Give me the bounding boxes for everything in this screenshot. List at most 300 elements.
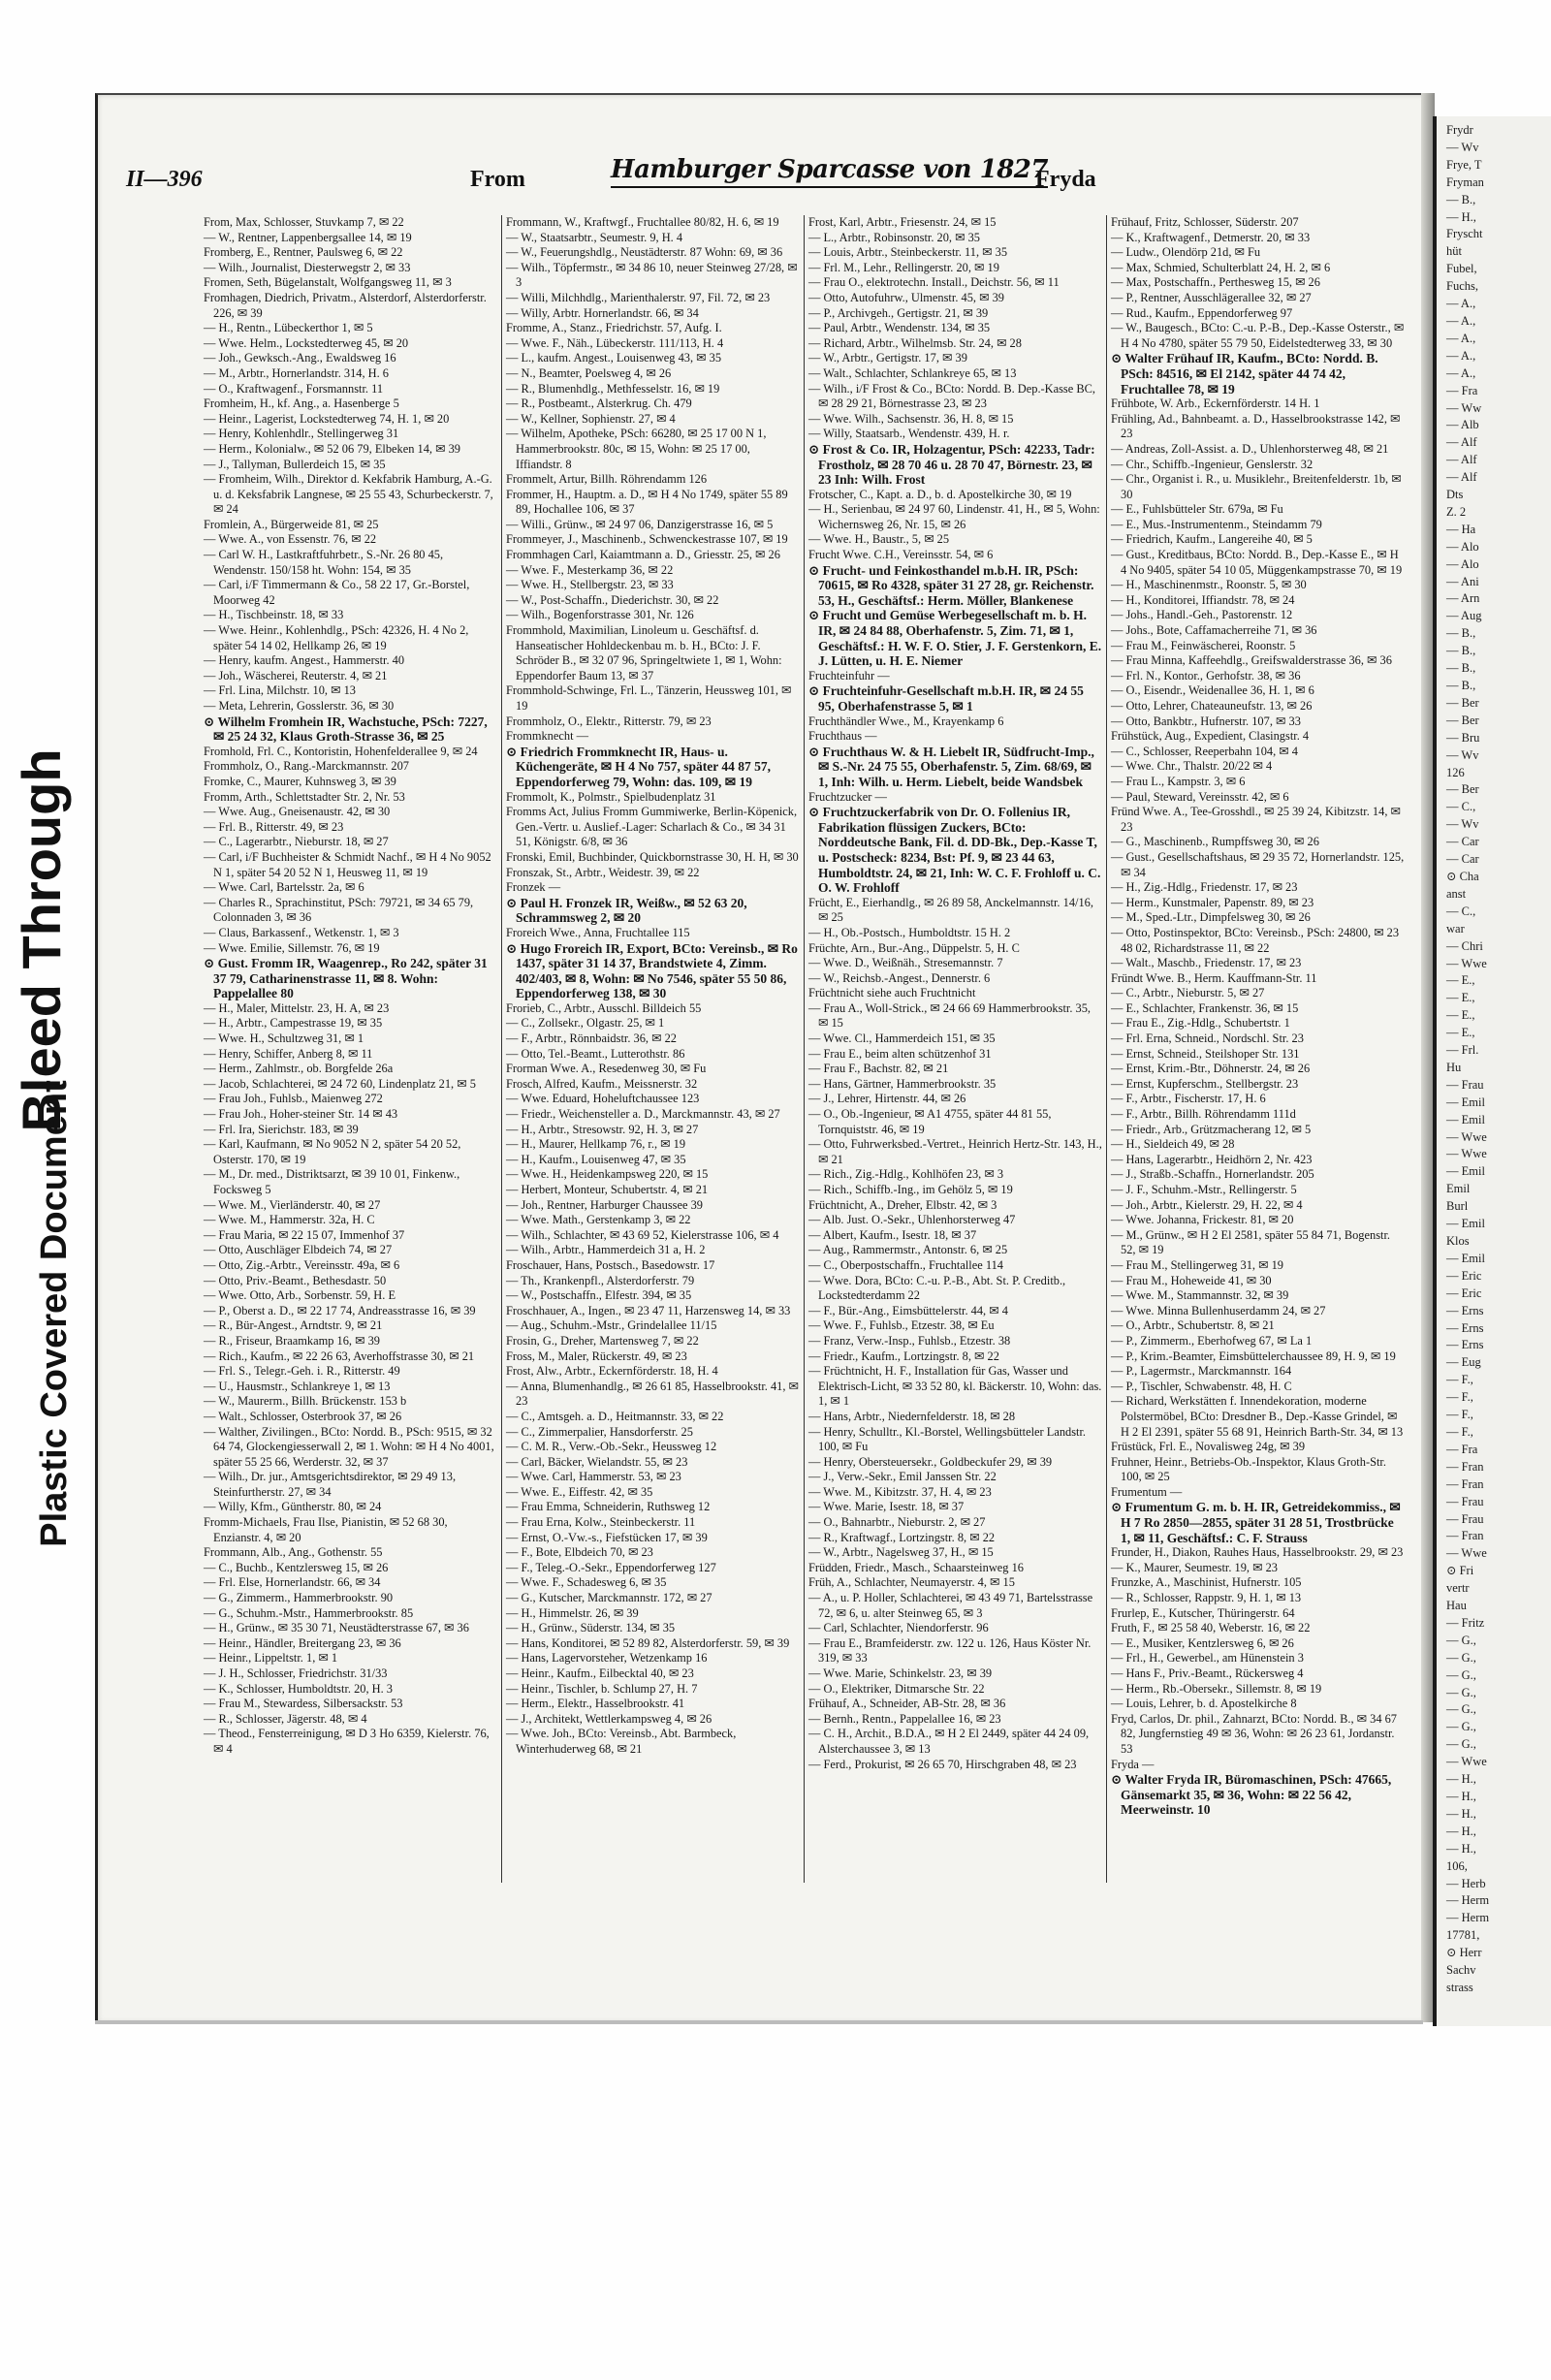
next-page-fragment: Klos [1446, 1234, 1470, 1248]
directory-entry: — Carl, Bäcker, Wielandstr. 55, ✉ 23 [506, 1454, 688, 1469]
directory-entry: — Otto, Zig.-Arbtr., Vereinsstr. 49a, ✉ 6 [204, 1257, 400, 1272]
directory-entry: — Frau M., Stewardess, Silbersackstr. 53 [204, 1697, 403, 1711]
directory-entry: — Frau A., Woll-Strick., ✉ 24 66 69 Hammerbrookstr. 35, ✉ 15 [808, 1000, 1092, 1031]
directory-entry: — Bernh., Rentn., Pappelallee 16, ✉ 23 [808, 1711, 1001, 1726]
next-page-fragment: — Bru [1446, 730, 1480, 745]
directory-entry: — Joh., Arbtr., Kielerstr. 29, H. 22, ✉ 4 [1111, 1197, 1303, 1212]
next-page-fragment: — Wwe [1446, 1755, 1487, 1769]
directory-entry: — Wilh., Schlachter, ✉ 43 69 52, Kielerstrasse 106, ✉ 4 [506, 1227, 779, 1242]
directory-entry: Frommolt, K., Polmstr., Spielbudenplatz 31 [506, 789, 716, 804]
next-page-fragment: ⊙ Cha [1446, 869, 1479, 883]
directory-entry: Frühauf, A., Schneider, AB-Str. 28, ✉ 36 [808, 1697, 1006, 1711]
directory-entry: — E., Schlachter, Frankenstr. 36, ✉ 15 [1111, 1000, 1299, 1015]
directory-entry: — O., Kraftwagenf., Forsmannstr. 11 [204, 381, 384, 396]
directory-entry: — H., Sieldeich 49, ✉ 28 [1111, 1137, 1235, 1152]
directory-entry: ⊙ Frucht und Gemüse Werbegesellschaft m. b. H. IR, ✉ 24 84 88, Oberhafenstr. 5, Zim. 71, ✉ 1, Geschäftsf.: H. W. F. O. Stier, J. F. Gerstenkorn, E. J. Lütten, u. H. E. Niemer [808, 608, 1102, 669]
next-page-fragment: — C., [1446, 800, 1476, 814]
directory-column-4 [1107, 215, 1409, 1883]
directory-entry: — Frau M., Stellingerweg 31, ✉ 19 [1111, 1257, 1283, 1272]
directory-entry: — H., Kaufm., Louisenweg 47, ✉ 35 [506, 1152, 686, 1166]
directory-entry: — Wwe. H., Schultzweg 31, ✉ 1 [204, 1031, 364, 1046]
directory-entry: — Wilh., i/F Frost & Co., BCto: Nordd. B. Dep.-Kasse BC, ✉ 28 29 21, Börnestrasse 23, ✉ 23 [808, 381, 1095, 411]
next-page-fragment: — G., [1446, 1667, 1476, 1682]
next-page-fragment: — E., [1446, 991, 1475, 1005]
directory-entry: ⊙ Frumentum G. m. b. H. IR, Getreidekommiss., ✉ H 7 Ro 2850—2855, später 31 28 51, Trostbrücke 1, ✉ 11, Geschäftsf.: C. F. Strauss [1111, 1500, 1401, 1545]
next-page-fragment: — Fritz [1446, 1615, 1485, 1630]
next-page-fragment: hüt [1446, 244, 1462, 259]
directory-entry: — Herm., Kunstmaler, Papenstr. 89, ✉ 23 [1111, 895, 1314, 909]
directory-column-1 [200, 215, 502, 1883]
directory-entry: — P., Lagermstr., Marckmannstr. 164 [1111, 1364, 1292, 1379]
directory-entry: — H., Konditorei, Iffiandstr. 78, ✉ 24 [1111, 592, 1295, 607]
next-page-fragment: — Emil [1446, 1164, 1485, 1179]
next-page-fragment: — G., [1446, 1702, 1476, 1717]
directory-entry: — C. M. R., Verw.-Ob.-Sekr., Heussweg 12 [506, 1440, 717, 1454]
directory-entry: — Wilh., Dr. jur., Amtsgerichtsdirektor, ✉ 29 49 13, Steinfurtherstr. 27, ✉ 34 [204, 1470, 457, 1499]
directory-entry: — P., Krim.-Beamter, Eimsbüttelerchaussee 89, H. 9, ✉ 19 [1111, 1349, 1396, 1363]
directory-entry: — Heinr., Kaufm., Eilbecktal 40, ✉ 23 [506, 1666, 694, 1680]
directory-entry: — Wwe. F., Schadesweg 6, ✉ 35 [506, 1575, 667, 1590]
directory-entry: Fromhagen, Diedrich, Privatm., Alsterdorf, Alsterdorferstr. 226, ✉ 39 [204, 290, 487, 320]
directory-entry: ⊙ Walter Fryda IR, Büromaschinen, PSch: 47665, Gänsemarkt 35, ✉ 36, Wohn: ✉ 22 56 42, Meerweinstr. 10 [1111, 1772, 1392, 1818]
directory-entry: — Frau E., beim alten schützenhof 31 [808, 1046, 992, 1061]
directory-entry: — Henry, Obersteuersekr., Goldbeckufer 29, ✉ 39 [808, 1454, 1053, 1469]
directory-entry: — Carl, i/F Buchheister & Schmidt Nachf., ✉ H 4 No 9052 N 1, später 54 20 52 N 1, Heusweg 11, ✉ 19 [204, 849, 491, 879]
directory-entry: Früdden, Friedr., Masch., Schaarsteinweg 16 [808, 1560, 1024, 1574]
directory-entry: — Friedr., Weichensteller a. D., Marckmannstr. 43, ✉ 27 [506, 1107, 780, 1122]
directory-entry: — Wwe. E., Eiffestr. 42, ✉ 35 [506, 1484, 653, 1499]
directory-entry: — Wwe. M., Stammannstr. 32, ✉ 39 [1111, 1288, 1289, 1303]
directory-entry: — Carl, i/F Timmermann & Co., 58 22 17, Gr.-Borstel, Moorweg 42 [204, 578, 470, 607]
next-page-fragment: — E., [1446, 1026, 1475, 1040]
directory-entry: Fromheim, H., kf. Ang., a. Hasenberge 5 [204, 397, 399, 411]
next-page-fragment: Hau [1446, 1599, 1467, 1613]
directory-entry: ⊙ Frost & Co. IR, Holzagentur, PSch: 42233, Tadr: Frostholz, ✉ 28 70 46 u. 28 70 47, Börnestr. 23, ✉ 23 Inh: Wilh. Frost [808, 441, 1095, 488]
directory-entry: — C., Zimmerpalier, Hansdorferstr. 25 [506, 1424, 693, 1439]
next-page-fragment: Sachv [1446, 1963, 1476, 1978]
next-page-fragment: — H., [1446, 1806, 1476, 1821]
directory-entry: — Ludw., Olendörp 21d, ✉ Fu [1111, 245, 1261, 260]
next-page-fragment: — Aug [1446, 609, 1482, 623]
next-page-fragment: Z. 2 [1446, 504, 1467, 519]
directory-entry: — H., Arbtr., Campestrasse 19, ✉ 35 [204, 1016, 383, 1031]
directory-entry: Früchte, Arn., Bur.-Ang., Düppelstr. 5, H. C [808, 940, 1020, 955]
directory-entry: — Wwe. Joh., BCto: Vereinsb., Abt. Barmbeck, Winterhuderweg 68, ✉ 21 [506, 1727, 737, 1756]
next-page-fragment: — B., [1446, 661, 1476, 676]
directory-entry: — Frl. Else, Hornerlandstr. 66, ✉ 34 [204, 1575, 381, 1590]
next-page-fragment: — F., [1446, 1408, 1473, 1422]
directory-entry: Frost, Karl, Arbtr., Friesenstr. 24, ✉ 15 [808, 215, 997, 229]
directory-entry: — Otto, Tel.-Beamt., Lutterothstr. 86 [506, 1046, 685, 1061]
directory-entry: — Meta, Lehrerin, Gosslerstr. 36, ✉ 30 [204, 699, 395, 713]
directory-entry: — Wwe. Carl, Hammerstr. 53, ✉ 23 [506, 1470, 681, 1484]
directory-entry: Fromm-Michaels, Frau Ilse, Pianistin, ✉ 52 68 30, Enzianstr. 4, ✉ 20 [204, 1515, 448, 1544]
directory-entry: Fromke, C., Maurer, Kuhnsweg 3, ✉ 39 [204, 774, 396, 788]
directory-entry: Fruchteinfuhr — [808, 668, 890, 682]
directory-entry: — H., Grünw., ✉ 35 30 71, Neustädterstrasse 67, ✉ 36 [204, 1621, 469, 1635]
directory-entry: — L., kaufm. Angest., Louisenweg 43, ✉ 35 [506, 351, 722, 365]
directory-entry: — Ernst, Schneid., Steilshoper Str. 131 [1111, 1046, 1300, 1061]
directory-entry: — Frl. Erna, Schneid., Nordschl. Str. 23 [1111, 1031, 1304, 1046]
next-page-fragment: Burl [1446, 1199, 1469, 1214]
directory-entry: Frommhold-Schwinge, Frl. L., Tänzerin, Heussweg 101, ✉ 19 [506, 683, 792, 713]
directory-entry: — C., Amtsgeh. a. D., Heitmannstr. 33, ✉ 22 [506, 1409, 724, 1423]
next-page-fragment: Fuchs, [1446, 279, 1478, 294]
next-page-fragment: — Herm [1446, 1893, 1490, 1908]
directory-columns [200, 215, 1411, 1883]
directory-entry: — Joh., Gewksch.-Ang., Ewaldsweg 16 [204, 351, 396, 365]
directory-entry: — Willi, Milchhdlg., Marienthalerstr. 97, Fil. 72, ✉ 23 [506, 290, 771, 304]
directory-entry: — Heinr., Tischler, b. Schlump 27, H. 7 [506, 1681, 698, 1696]
directory-entry: — W., Arbtr., Gertigstr. 17, ✉ 39 [808, 351, 967, 365]
directory-entry: Frommann, Alb., Ang., Gothenstr. 55 [204, 1545, 383, 1560]
directory-entry: — Max, Schmied, Schulterblatt 24, H. 2, ✉ 6 [1111, 260, 1331, 274]
directory-entry: — Carl, Schlachter, Niendorferstr. 96 [808, 1621, 989, 1635]
next-page-fragment: — Frau [1446, 1511, 1484, 1526]
directory-entry: ⊙ Paul H. Fronzek IR, Weißw., ✉ 52 63 20, Schrammsweg 2, ✉ 20 [506, 895, 747, 926]
directory-entry: Früchtnicht siehe auch Fruchtnicht [808, 986, 976, 1000]
directory-entry: — F., Teleg.-O.-Sekr., Eppendorferweg 127 [506, 1560, 716, 1574]
next-page-fragment: vertr [1446, 1581, 1470, 1596]
directory-column-2 [502, 215, 805, 1883]
next-page-fragment: — H., [1446, 209, 1476, 224]
directory-entry: — Wwe. Chr., Thalstr. 20/22 ✉ 4 [1111, 759, 1273, 774]
header-last-word: Fryda [1035, 167, 1096, 192]
directory-entry: Frucht Wwe. C.H., Vereinsstr. 54, ✉ 6 [808, 548, 994, 562]
directory-entry: — Frau O., elektrotechn. Install., Deichstr. 56, ✉ 11 [808, 275, 1060, 290]
directory-entry: Fruchthändler Wwe., M., Krayenkamp 6 [808, 714, 1004, 728]
directory-entry: — W., Arbtr., Nagelsweg 37, H., ✉ 15 [808, 1545, 994, 1560]
directory-entry: — Otto, Bankbtr., Hufnerstr. 107, ✉ 33 [1111, 714, 1301, 728]
next-page-fragment: — C., [1446, 904, 1476, 918]
directory-entry: Fryd, Carlos, Dr. phil., Zahnarzt, BCto: Nordd. B., ✉ 34 67 82, Jungfernstieg 49 ✉ 36, Wohn: ✉ 26 23 61, Jordanstr. 53 [1111, 1711, 1398, 1756]
directory-entry: Froreich Wwe., Anna, Fruchtallee 115 [506, 925, 690, 939]
directory-entry: — O., Ob.-Ingenieur, ✉ A1 4755, später 44 81 55, Tornquiststr. 46, ✉ 19 [808, 1107, 1052, 1136]
next-page-fragment: ⊙ Fri [1446, 1564, 1474, 1578]
directory-entry: — W., Postschaffn., Elfestr. 394, ✉ 35 [506, 1288, 692, 1303]
directory-entry: Frorman Wwe. A., Resedenweg 30, ✉ Fu [506, 1062, 707, 1076]
next-page-fragment: Frye, T [1446, 157, 1482, 172]
directory-entry: — Richard, Arbtr., Wilhelmsb. Str. 24, ✉ 28 [808, 335, 1022, 350]
directory-entry: — Heinr., Lagerist, Lockstedterweg 74, H. 1, ✉ 20 [204, 411, 450, 426]
next-page-fragment: — G., [1446, 1685, 1476, 1699]
directory-column-3 [805, 215, 1107, 1883]
next-page-fragment: — Ani [1446, 574, 1479, 588]
directory-entry: — Heinr., Händler, Breitergang 23, ✉ 36 [204, 1635, 401, 1650]
directory-entry: — Herm., Kolonialw., ✉ 52 06 79, Elbeken 14, ✉ 39 [204, 441, 460, 456]
directory-entry: — W., Maurerm., Billh. Brückenstr. 153 b [204, 1394, 407, 1409]
next-page-fragment: — A., [1446, 331, 1476, 345]
directory-entry: — H., Ob.-Postsch., Humboldtstr. 15 H. 2 [808, 925, 1011, 939]
next-page-fragment: — H., [1446, 1824, 1476, 1838]
directory-entry: — Wwe. Helm., Lockstedterweg 45, ✉ 20 [204, 335, 409, 350]
directory-entry: — Richard, Werkstätten f. Innendekoration, moderne Polstermöbel, BCto: Dresdner B., Dep.-Kasse Grindel, ✉ H 2 El 2391, später 55 68 91, Heinrich Barth-Str. 34, ✉ 13 [1111, 1394, 1404, 1439]
next-page-fragment: — Alf [1446, 435, 1477, 450]
directory-entry: — P., Archivgeh., Gertigstr. 21, ✉ 39 [808, 305, 989, 320]
directory-entry: Fruth, F., ✉ 25 58 40, Weberstr. 16, ✉ 22 [1111, 1621, 1311, 1635]
next-page-fragment: — E., [1446, 1008, 1475, 1023]
next-page-fragment: — B., [1446, 192, 1476, 206]
directory-entry: Fromm, Arth., Schlettstadter Str. 2, Nr. 53 [204, 789, 405, 804]
next-page-fragment: — Frl. [1446, 1043, 1479, 1058]
directory-entry: — J., Verw.-Sekr., Emil Janssen Str. 22 [808, 1470, 997, 1484]
directory-entry: Frühstück, Aug., Expedient, Clasingstr. 4 [1111, 729, 1310, 744]
directory-entry: Fronzek — [506, 880, 561, 895]
directory-entry: — C., Oberpostschaffn., Fruchtallee 114 [808, 1257, 1003, 1272]
directory-entry: Frommholz, O., Elektr., Ritterstr. 79, ✉ 23 [506, 714, 712, 728]
directory-entry: — Otto, Auschläger Elbdeich 74, ✉ 27 [204, 1243, 393, 1257]
directory-entry: — R., Bür-Angest., Arndtstr. 9, ✉ 21 [204, 1318, 383, 1333]
directory-entry: — Wwe. Carl, Bartelsstr. 2a, ✉ 6 [204, 880, 364, 895]
directory-entry: Fronszak, St., Arbtr., Weidestr. 39, ✉ 22 [506, 865, 700, 879]
directory-entry: — Hans, Lagerarbtr., Heidhörn 2, Nr. 423 [1111, 1152, 1313, 1166]
next-page-fragment: — Fran [1446, 1476, 1484, 1491]
directory-entry: Fromms Act, Julius Fromm Gummiwerke, Berlin-Köpenick, Gen.-Vertr. u. Auslief.-Lager: Scharlach & Co., ✉ 34 31 51, Königstr. 6/8, ✉ 36 [506, 805, 798, 849]
directory-entry: Frotscher, C., Kapt. a. D., b. d. Apostelkirche 30, ✉ 19 [808, 487, 1072, 501]
directory-entry: — J., Tallyman, Bullerdeich 15, ✉ 35 [204, 457, 386, 471]
directory-entry: — Friedr., Kaufm., Lortzingstr. 8, ✉ 22 [808, 1349, 999, 1363]
directory-entry: From, Max, Schlosser, Stuvkamp 7, ✉ 22 [204, 215, 404, 229]
next-page-fragment: — G., [1446, 1633, 1476, 1647]
directory-entry: ⊙ Wilhelm Fromhein IR, Wachstuche, PSch: 7227, ✉ 25 24 32, Klaus Groth-Strasse 36, ✉ 25 [204, 714, 488, 745]
directory-entry: Frücht, E., Eierhandlg., ✉ 26 89 58, Anckelmannstr. 14/16, ✉ 25 [808, 895, 1093, 925]
directory-entry: — Ernst, Krim.-Btr., Döhnerstr. 24, ✉ 26 [1111, 1062, 1311, 1076]
directory-entry: — Ernst, Kupferschm., Stellbergstr. 23 [1111, 1076, 1299, 1091]
directory-entry: Frommeyer, J., Maschinenb., Schwenckestrasse 107, ✉ 19 [506, 532, 788, 547]
directory-entry: — Walt., Schlosser, Osterbrook 37, ✉ 26 [204, 1409, 402, 1423]
next-page-fragments [1437, 116, 1551, 1997]
next-page-fragment: — Wv [1446, 747, 1479, 762]
directory-entry: — G., Schuhm.-Mstr., Hammerbrookstr. 85 [204, 1605, 414, 1620]
directory-entry: — H., Tischbeinstr. 18, ✉ 33 [204, 608, 344, 622]
directory-entry: Frosch, Alfred, Kaufm., Meissnerstr. 32 [506, 1076, 698, 1091]
directory-entry: — Louis, Arbtr., Steinbeckerstr. 11, ✉ 35 [808, 245, 1008, 260]
directory-entry: — Wwe. Johanna, Frickestr. 81, ✉ 20 [1111, 1213, 1294, 1227]
page-header [126, 155, 1173, 204]
directory-entry: — J. H., Schlosser, Friedrichstr. 31/33 [204, 1666, 388, 1680]
next-page-fragment: — Alb [1446, 418, 1479, 432]
directory-entry: Früchtnicht, A., Dreher, Elbstr. 42, ✉ 3 [808, 1197, 997, 1212]
next-page-fragment: — Ha [1446, 522, 1476, 536]
directory-entry: — Paul, Steward, Vereinsstr. 42, ✉ 6 [1111, 789, 1289, 804]
directory-entry: — Louis, Lehrer, b. d. Apostelkirche 8 [1111, 1697, 1297, 1711]
directory-entry: — Frau E., Bramfeiderstr. zw. 122 u. 126, Haus Köster Nr. 319, ✉ 33 [808, 1635, 1092, 1666]
directory-entry: — C., Lagerarbtr., Nieburstr. 18, ✉ 27 [204, 835, 389, 849]
directory-entry: — Henry, Schulltr., Kl.-Borstel, Wellingsbütteler Landstr. 100, ✉ Fu [808, 1424, 1087, 1454]
next-page-fragment: — Eric [1446, 1268, 1482, 1283]
directory-entry: — Wwe. Marie, Isestr. 18, ✉ 37 [808, 1500, 965, 1514]
directory-entry: — Wilh., Bogenforstrasse 301, Nr. 126 [506, 608, 694, 622]
directory-entry: — U., Hausmstr., Schlankreye 1, ✉ 13 [204, 1379, 391, 1393]
next-page-fragment: — Herm [1446, 1911, 1490, 1925]
directory-entry: — Otto, Priv.-Beamt., Bethesdastr. 50 [204, 1273, 387, 1287]
directory-entry: — W., Kellner, Sophienstr. 27, ✉ 4 [506, 411, 676, 426]
directory-entry: — Wwe. D., Weißnäh., Stresemannstr. 7 [808, 956, 1003, 970]
directory-entry: — Walther, Zivilingen., BCto: Nordd. B., PSch: 9515, ✉ 32 64 74, Glockengiesserwall 2, ✉ 1. Wohn: ✉ H 4 No 4001, später 55 25 66, Werderstr. 32, ✉ 37 [204, 1424, 494, 1469]
directory-entry: — F., Arbtr., Billh. Röhrendamm 111d [1111, 1107, 1296, 1122]
directory-entry: — H., Himmelstr. 26, ✉ 39 [506, 1605, 639, 1620]
next-page-fragment: — Erns [1446, 1303, 1484, 1317]
directory-entry: — G., Kutscher, Marckmannstr. 172, ✉ 27 [506, 1591, 712, 1605]
directory-entry: — Paul, Arbtr., Wendenstr. 134, ✉ 35 [808, 321, 991, 335]
next-page-fragment: — G., [1446, 1720, 1476, 1734]
directory-entry: — F., Arbtr., Rönnbaidstr. 36, ✉ 22 [506, 1031, 677, 1046]
directory-entry: — W., Baugesch., BCto: C.-u. P.-B., Dep.-Kasse Osterstr., ✉ H 4 No 4780, später 55 79 50, Eidelstedterweg 33, ✉ 30 [1111, 321, 1405, 350]
directory-entry: — Chr., Schiffb.-Ingenieur, Genslerstr. 32 [1111, 457, 1314, 471]
directory-entry: — H., Rentn., Lübeckerthor 1, ✉ 5 [204, 321, 373, 335]
directory-entry: — Willy, Kfm., Güntherstr. 80, ✉ 24 [204, 1500, 382, 1514]
directory-entry: — Herbert, Monteur, Schubertstr. 4, ✉ 21 [506, 1183, 709, 1196]
directory-entry: — Wilhelm, Apotheke, PSch: 66280, ✉ 25 17 00 N 1, Hammerbrookstr. 80c, ✉ 15, Wohn: ✉ 25 17 00, Iffiandstr. 8 [506, 427, 767, 471]
next-page-fragment: Fryscht [1446, 227, 1483, 241]
directory-entry: — Willi., Grünw., ✉ 24 97 06, Danzigerstrasse 16, ✉ 5 [506, 517, 774, 531]
directory-entry: — P., Oberst a. D., ✉ 22 17 74, Andreasstrasse 16, ✉ 39 [204, 1303, 476, 1317]
directory-entry: — E., Mus.-Instrumentenm., Steindamm 79 [1111, 517, 1322, 531]
directory-entry: — Otto, Postinspektor, BCto: Vereinsb., PSch: 24800, ✉ 23 48 02, Richardstrasse 11, ✉ 22 [1111, 925, 1400, 955]
directory-entry: Fross, M., Maler, Rückerstr. 49, ✉ 23 [506, 1349, 687, 1363]
directory-entry: — Wwe. Otto, Arb., Sorbenstr. 59, H. E [204, 1288, 396, 1303]
directory-entry: — C., Buchb., Kentzlersweg 15, ✉ 26 [204, 1560, 389, 1574]
next-page-fragment: — Wwe [1446, 1129, 1487, 1144]
directory-entry: ⊙ Fruchteinfuhr-Gesellschaft m.b.H. IR, ✉ 24 55 95, Oberhafenstrasse 5, ✉ 1 [808, 683, 1084, 714]
directory-entry: Fründt Wwe. B., Herm. Kauffmann-Str. 11 [1111, 970, 1317, 985]
directory-entry: — Hans, Lagervorsteher, Wetzenkamp 16 [506, 1651, 708, 1666]
directory-entry: — Wilh., Arbtr., Hammerdeich 31 a, H. 2 [506, 1243, 706, 1257]
directory-entry: — G., Maschinenb., Rumpffsweg 30, ✉ 26 [1111, 835, 1319, 849]
directory-entry: — W., Staatsarbtr., Seumestr. 9, H. 4 [506, 230, 683, 244]
next-page-fragment: — Alo [1446, 556, 1479, 571]
next-page-fragment: Fubel, [1446, 262, 1477, 276]
directory-entry: — C. H., Archit., B.D.A., ✉ H 2 El 2449, später 44 24 09, Alsterchaussee 3, ✉ 13 [808, 1727, 1090, 1756]
page-number: II—396 [126, 167, 203, 192]
next-page-fragment: — B., [1446, 644, 1476, 658]
directory-entry: ⊙ Friedrich Frommknecht IR, Haus- u. Küchengeräte, ✉ H 4 No 757, später 44 87 57, Eppendorferweg 79, Wohn: das. 109, ✉ 19 [506, 744, 772, 789]
directory-entry: — F., Bote, Elbdeich 70, ✉ 23 [506, 1545, 653, 1560]
next-page-fragment: — Fran [1446, 1529, 1484, 1543]
sparcasse-logo: Hamburger Sparcasse von 1827 [611, 155, 1048, 188]
next-page-fragment: — Wv [1446, 817, 1479, 832]
directory-entry: — H., Arbtr., Stresowstr. 92, H. 3, ✉ 27 [506, 1122, 699, 1136]
directory-entry: — Wilh., Töpfermstr., ✉ 34 86 10, neuer Steinweg 27/28, ✉ 3 [506, 260, 798, 290]
next-page-fragment: — Fra [1446, 383, 1478, 397]
directory-entry: — M., Sped.-Ltr., Dimpfelsweg 30, ✉ 26 [1111, 910, 1311, 925]
directory-entry: — Frau Minna, Kaffeehdlg., Greifswalderstrasse 36, ✉ 36 [1111, 653, 1392, 668]
directory-entry: — E., Fuhlsbütteler Str. 679a, ✉ Fu [1111, 502, 1283, 517]
directory-entry: Froschauer, Hans, Postsch., Basedowstr. 17 [506, 1257, 715, 1272]
directory-entry: — Hans, Arbtr., Niedernfelderstr. 18, ✉ 28 [808, 1409, 1016, 1423]
directory-entry: — Wwe. A., von Essenstr. 76, ✉ 22 [204, 532, 377, 547]
directory-entry: — Rich., Kaufm., ✉ 22 26 63, Averhoffstrasse 30, ✉ 21 [204, 1349, 475, 1363]
directory-entry: — P., Rentner, Ausschlägerallee 32, ✉ 27 [1111, 290, 1312, 304]
directory-entry: — J., Straßb.-Schaffn., Hornerlandstr. 205 [1111, 1167, 1314, 1182]
next-page-fragment: — Wwe [1446, 1546, 1487, 1561]
next-page-fragment: — A., [1446, 313, 1476, 328]
directory-entry: Frommhagen Carl, Kaiamtmann a. D., Griesstr. 25, ✉ 26 [506, 548, 780, 562]
directory-entry: — Otto, Autofuhrw., Ulmenstr. 45, ✉ 39 [808, 290, 1004, 304]
directory-entry: — Wwe. F., Näh., Lübeckerstr. 111/113, H. 4 [506, 335, 724, 350]
next-page-fragment: — E., [1446, 973, 1475, 988]
directory-entry: — Frau Joh., Fuhlsb., Maienweg 272 [204, 1092, 383, 1106]
directory-entry: — O., Bahnarbtr., Nieburstr. 2, ✉ 27 [808, 1515, 986, 1530]
directory-entry: — Rich., Zig.-Hdlg., Kohlhöfen 23, ✉ 3 [808, 1167, 1004, 1182]
directory-entry: — L., Arbtr., Robinsonstr. 20, ✉ 35 [808, 230, 980, 244]
directory-entry: — R., Friseur, Braamkamp 16, ✉ 39 [204, 1333, 380, 1348]
directory-entry: — Wwe. Eduard, Hoheluftchaussee 123 [506, 1092, 700, 1106]
directory-entry: ⊙ Walter Frühauf IR, Kaufm., BCto: Nordd. B. PSch: 84516, ✉ El 2142, später 44 74 42, Fruchtallee 78, ✉ 19 [1111, 351, 1378, 397]
directory-entry: Frommholz, O., Rang.-Marckmannstr. 207 [204, 759, 409, 774]
directory-entry: — Johs., Bote, Caffamacherreihe 71, ✉ 36 [1111, 623, 1317, 638]
directory-entry: ⊙ Gust. Fromm IR, Waagenrep., Ro 242, später 31 37 79, Catharinenstrasse 11, ✉ 8. Wohn: Pappelallee 80 [204, 956, 488, 1001]
directory-entry: — H., Grünw., Süderstr. 134, ✉ 35 [506, 1621, 676, 1635]
directory-entry: — Wwe. Emilie, Sillemstr. 76, ✉ 19 [204, 940, 380, 955]
next-page-fragment: 106, [1446, 1858, 1468, 1873]
next-page-fragment: — Emil [1446, 1251, 1485, 1265]
directory-entry: — Herm., Zahlmstr., ob. Borgfelde 26a [204, 1062, 394, 1076]
directory-entry: — J. F., Schuhm.-Mstr., Rellingerstr. 5 [1111, 1183, 1297, 1196]
directory-entry: Fründ Wwe. A., Tee-Grosshdl., ✉ 25 39 24, Kibitzstr. 14, ✉ 23 [1111, 805, 1401, 834]
directory-entry: ⊙ Fruchthaus W. & H. Liebelt IR, Südfrucht-Imp., ✉ S.-Nr. 24 75 55, Oberhafenstr. 5, Zim. 68/69, ✉ 1, Inh: Wilh. u. Herm. Liebelt, beide Wandsbek [808, 744, 1094, 789]
directory-entry: — A., u. P. Holler, Schlachterei, ✉ 43 49 71, Bartelsstrasse 72, ✉ 6, u. alter Steinweg 65, ✉ 3 [808, 1591, 1093, 1620]
directory-entry: — W., Post-Schaffn., Diederichstr. 30, ✉ 22 [506, 592, 719, 607]
directory-entry: — J., Lehrer, Hirtenstr. 44, ✉ 26 [808, 1092, 966, 1106]
next-page-fragment: — Fran [1446, 1459, 1484, 1474]
directory-entry: — N., Beamter, Poelsweg 4, ✉ 26 [506, 365, 672, 380]
directory-entry: — Frl. M., Lehr., Rellingerstr. 20, ✉ 19 [808, 260, 999, 274]
next-page-fragment: — A., [1446, 348, 1476, 363]
directory-entry: — Friedr., Arb., Grützmacherang 12, ✉ 5 [1111, 1122, 1312, 1136]
directory-entry: — Frau Maria, ✉ 22 15 07, Immenhof 37 [204, 1227, 405, 1242]
directory-entry: — Otto, Fuhrwerksbed.-Vertret., Heinrich Hertz-Str. 143, H., ✉ 21 [808, 1137, 1102, 1166]
directory-entry: — Wwe. Minna Bullenhuserdamm 24, ✉ 27 [1111, 1303, 1326, 1317]
directory-entry: — Claus, Barkassenf., Wetkenstr. 1, ✉ 3 [204, 925, 399, 939]
directory-entry: Frommann, W., Kraftwgf., Fruchtallee 80/82, H. 6, ✉ 19 [506, 215, 779, 229]
directory-entry: — Karl, Kaufmann, ✉ No 9052 N 2, später 54 20 52, Osterstr. 170, ✉ 19 [204, 1137, 461, 1166]
directory-entry: — Herm., Rb.-Obersekr., Sillemstr. 8, ✉ 19 [1111, 1681, 1322, 1696]
next-page-fragment: — G., [1446, 1650, 1476, 1665]
next-page-fragment: Frydr [1446, 123, 1473, 137]
next-page-fragment: ⊙ Herr [1446, 1946, 1482, 1960]
directory-entry: — Alb. Just. O.-Sekr., Uhlenhorsterweg 47 [808, 1213, 1016, 1227]
next-page-fragment: — Car [1446, 835, 1479, 849]
next-page-fragment: war [1446, 921, 1465, 936]
directory-entry: — Herm., Elektr., Hasselbrookstr. 41 [506, 1697, 685, 1711]
next-page-fragment: strass [1446, 1980, 1473, 1994]
directory-entry: Frurlep, E., Kutscher, Thüringerstr. 64 [1111, 1605, 1295, 1620]
directory-entry: — Frau Emma, Schneiderin, Ruthsweg 12 [506, 1500, 711, 1514]
next-page-fragment: — Emil [1446, 1217, 1485, 1231]
directory-entry: — Wwe. H., Baustr., 5, ✉ 25 [808, 532, 950, 547]
directory-entry: — P., Tischler, Schwabenstr. 48, H. C [1111, 1379, 1292, 1393]
directory-entry: — Joh., Rentner, Harburger Chaussee 39 [506, 1197, 703, 1212]
directory-entry: — Wwe. F., Mesterkamp 36, ✉ 22 [506, 562, 674, 577]
next-page-fragment: — Ber [1446, 695, 1479, 710]
directory-entry: — Willy, Staatsarb., Wendenstr. 439, H. r. [808, 427, 1010, 441]
directory-entry: — Früchtnicht, H. F., Installation für Gas, Wasser und Elektrisch-Licht, ✉ 33 52 80, kl. Bäckerstr. 10, Wohn: das. 1, ✉ 1 [808, 1364, 1102, 1409]
directory-entry: — Johs., Handl.-Geh., Pastorenstr. 12 [1111, 608, 1293, 622]
directory-entry: — Hans F., Priv.-Beamt., Rückersweg 4 [1111, 1666, 1304, 1680]
directory-entry: Frunder, H., Diakon, Rauhes Haus, Hasselbrookstr. 29, ✉ 23 [1111, 1545, 1404, 1560]
directory-entry: — Wwe. H., Heidenkampsweg 220, ✉ 15 [506, 1167, 709, 1182]
directory-entry: — W., Rentner, Lappenbergsallee 14, ✉ 19 [204, 230, 412, 244]
directory-entry: — Frau F., Bachstr. 82, ✉ 21 [808, 1062, 949, 1076]
directory-entry: Frühling, Ad., Bahnbeamt. a. D., Hasselbrookstrasse 142, ✉ 23 [1111, 411, 1401, 441]
next-page-fragment: — Emil [1446, 1112, 1485, 1127]
directory-entry: — F., Bür.-Ang., Eimsbüttelerstr. 44, ✉ 4 [808, 1303, 1008, 1317]
next-page-fragment: — Emil [1446, 1095, 1485, 1109]
next-page-fragment: 126 [1446, 765, 1465, 779]
next-page-fragment: 17781, [1446, 1928, 1480, 1943]
directory-entry: Fromme, A., Stanz., Friedrichstr. 57, Aufg. I. [506, 321, 722, 335]
